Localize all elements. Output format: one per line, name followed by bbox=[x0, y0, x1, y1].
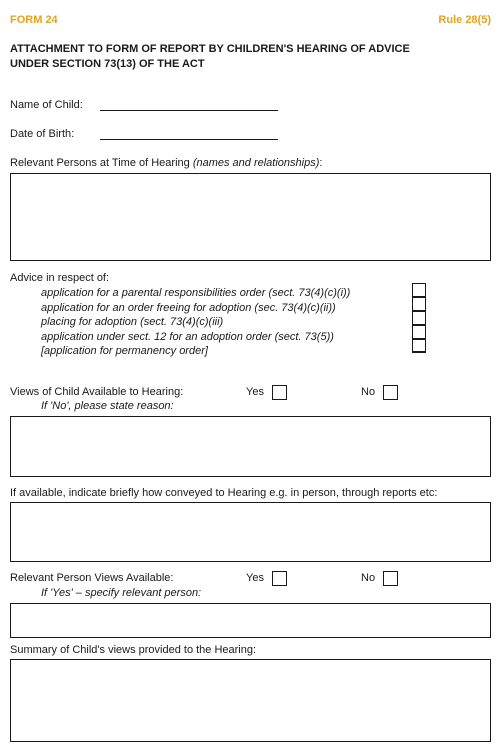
views-child-yes-checkbox[interactable] bbox=[272, 385, 287, 400]
name-label: Name of Child: bbox=[10, 99, 83, 111]
relevant-views-yes-checkbox[interactable] bbox=[272, 571, 287, 586]
relevant-persons-label-text: Relevant Persons at Time of Hearing bbox=[10, 157, 193, 169]
views-child-yes-label: Yes bbox=[246, 386, 264, 398]
advice-checkbox-1[interactable] bbox=[412, 283, 426, 297]
views-child-label: Views of Child Available to Hearing: bbox=[10, 386, 184, 398]
name-field[interactable] bbox=[100, 110, 278, 111]
form-number: FORM 24 bbox=[10, 14, 58, 26]
views-child-no-label: No bbox=[361, 386, 376, 398]
form-title-line-2: UNDER SECTION 73(13) OF THE ACT bbox=[10, 58, 205, 70]
relevant-persons-box[interactable] bbox=[10, 173, 491, 261]
rule-reference: Rule 28(5) bbox=[438, 14, 491, 26]
advice-checkbox-2[interactable] bbox=[412, 297, 426, 311]
conveyed-label: If available, indicate briefly how conveyed to Hearing e.g. in person, through reports etc: bbox=[10, 487, 438, 499]
summary-box[interactable] bbox=[10, 659, 491, 742]
relevant-views-label: Relevant Person Views Available: bbox=[10, 572, 174, 584]
advice-option-text: application for a parental responsibilities order (sect. 73(4)(c)(i)) bbox=[41, 287, 351, 299]
advice-options-list bbox=[41, 286, 350, 359]
advice-label: Advice in respect of: bbox=[10, 272, 110, 284]
relevant-views-hint: If 'Yes' – specify relevant person: bbox=[41, 587, 202, 599]
advice-option-text: placing for adoption (sect. 73(4)(c)(iii) bbox=[41, 316, 224, 328]
relevant-views-box[interactable] bbox=[10, 603, 491, 638]
dob-label: Date of Birth: bbox=[10, 128, 75, 140]
relevant-views-no-checkbox[interactable] bbox=[383, 571, 398, 586]
advice-option-text: application for an order freeing for adoption (sec. 73(4)(c)(ii)) bbox=[41, 301, 336, 314]
views-child-hint: If 'No', please state reason: bbox=[41, 400, 174, 412]
form-title bbox=[10, 42, 410, 72]
advice-option-text: [application for permanency order] bbox=[41, 345, 208, 357]
relevant-views-no-label: No bbox=[361, 572, 376, 584]
relevant-persons-hint: (names and relationships) bbox=[192, 157, 320, 169]
advice-checkbox-3[interactable] bbox=[412, 311, 426, 325]
advice-checkbox-4[interactable] bbox=[412, 325, 426, 339]
relevant-views-yes-label: Yes bbox=[246, 572, 264, 584]
relevant-persons-label bbox=[10, 157, 322, 169]
summary-label: Summary of Child's views provided to the Hearing: bbox=[10, 644, 257, 656]
form-title-line-1: ATTACHMENT TO FORM OF REPORT BY CHILDREN'S HEARING OF ADVICE bbox=[10, 43, 410, 55]
advice-option-text: application under sect. 12 for an adoption order (sect. 73(5)) bbox=[41, 330, 334, 343]
dob-field[interactable] bbox=[100, 139, 278, 140]
views-child-reason-box[interactable] bbox=[10, 416, 491, 477]
conveyed-box[interactable] bbox=[10, 502, 491, 562]
advice-checkbox-5[interactable] bbox=[412, 339, 426, 353]
relevant-persons-colon: : bbox=[319, 157, 323, 169]
views-child-no-checkbox[interactable] bbox=[383, 385, 398, 400]
